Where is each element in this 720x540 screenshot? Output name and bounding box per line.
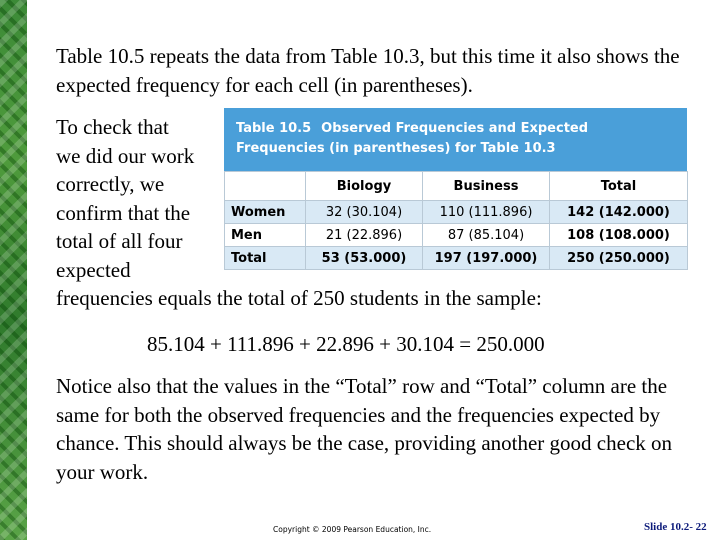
table-row-men bbox=[225, 224, 688, 247]
table-row-women bbox=[225, 201, 688, 224]
table-cell: 32 (30.104) bbox=[306, 201, 423, 224]
notice-paragraph: Notice also that the values in the “Total” row and “Total” column are the same for both the observed frequencies and the frequencies expected by chance. This should always be the case, providing another good check on your work. bbox=[56, 374, 673, 484]
check-line: we did our work bbox=[56, 143, 195, 168]
equation: 85.104 + 111.896 + 22.896 + 30.104 = 250.000 bbox=[147, 332, 545, 356]
check-line: total of all four bbox=[56, 229, 183, 253]
row-label: Men bbox=[225, 224, 306, 247]
slide-number: Slide 10.2- 22 bbox=[644, 521, 707, 533]
column-header-blank bbox=[225, 172, 306, 201]
table-row-total bbox=[225, 247, 688, 270]
intro-paragraph: Table 10.5 repeats the data from Table 10.3, but this time it also shows the expected frequency for each cell (in parentheses). bbox=[56, 44, 680, 97]
row-label: Total bbox=[225, 247, 306, 270]
table-cell-total: 142 (142.000) bbox=[550, 201, 688, 224]
column-header-total: Total bbox=[550, 172, 688, 201]
column-header-biology: Biology bbox=[306, 172, 423, 201]
table-title: Observed Frequencies and Expected Frequencies (in parentheses) for Table 10.3 bbox=[236, 121, 589, 156]
frequency-table bbox=[224, 108, 687, 270]
decorative-left-strip bbox=[0, 0, 27, 540]
column-header-business: Business bbox=[423, 172, 550, 201]
table-cell: 53 (53.000) bbox=[306, 247, 423, 270]
table-cell: 197 (197.000) bbox=[423, 247, 550, 270]
table-cell: 21 (22.896) bbox=[306, 224, 423, 247]
check-line: correctly, we bbox=[56, 172, 165, 196]
copyright-notice: Copyright © 2009 Pearson Education, Inc. bbox=[273, 525, 432, 534]
table-header-row bbox=[225, 172, 688, 201]
table-grid bbox=[224, 171, 688, 270]
table-cell-total: 108 (108.000) bbox=[550, 224, 688, 247]
table-cell: 110 (111.896) bbox=[423, 201, 550, 224]
table-cell-total: 250 (250.000) bbox=[550, 247, 688, 270]
check-line: confirm that the bbox=[56, 200, 191, 225]
table-title-bar bbox=[224, 108, 687, 171]
row-label: Women bbox=[225, 201, 306, 224]
check-line-last: frequencies equals the total of 250 students in the sample: bbox=[56, 286, 542, 310]
table-cell: 87 (85.104) bbox=[423, 224, 550, 247]
check-line: expected bbox=[56, 257, 131, 282]
table-number: Table 10.5 bbox=[236, 121, 312, 136]
check-line: To check that bbox=[56, 115, 169, 139]
